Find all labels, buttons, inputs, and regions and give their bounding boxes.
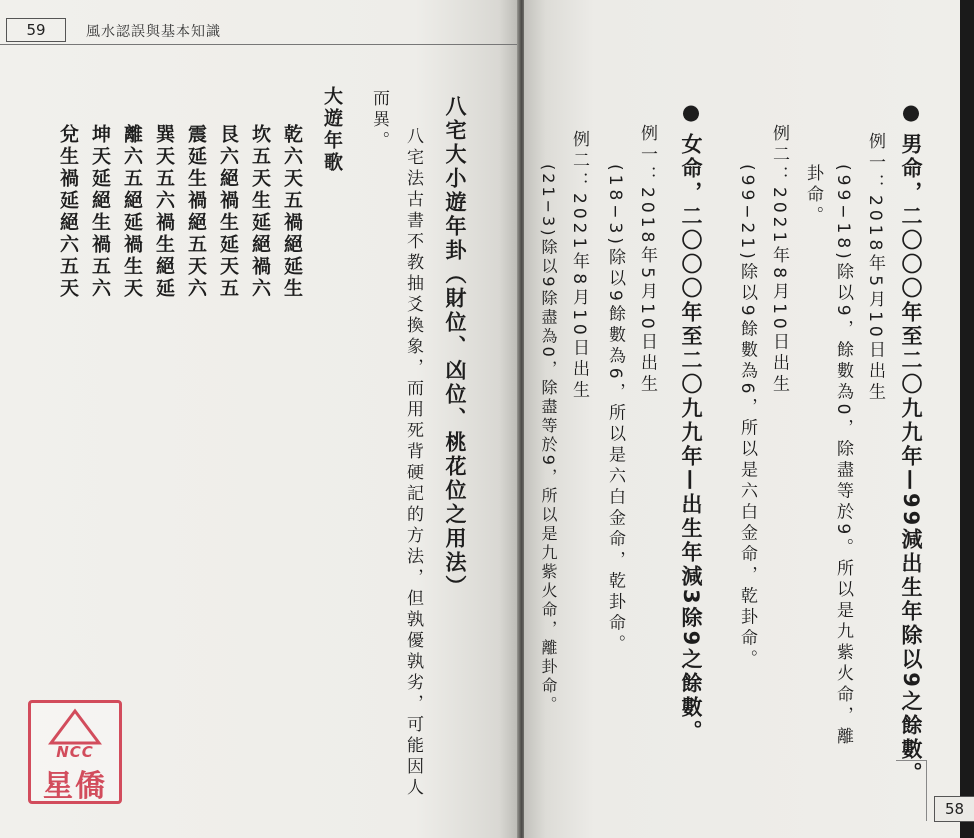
- song-line: 離六五絕延禍生天: [121, 124, 143, 300]
- paragraph-line-1: 八宅法古書不教抽爻換象，而用死背硬記的方法，但孰優孰劣，可能因人: [403, 127, 423, 799]
- song-line: 巽天五六禍生絕延: [153, 124, 175, 300]
- female-example-1-line-2: (18−3)除以9餘數為6，所以是六白金命，乾卦命。: [605, 164, 625, 656]
- song-line: 坤天延絕生禍五六: [89, 124, 111, 300]
- female-example-1-line-1: 例一：2018年5月10日出生: [637, 124, 657, 396]
- header-title: 風水認誤與基本知識: [86, 24, 221, 40]
- section-title: 八宅大小遊年卦（財位、凶位、桃花位之用法）: [443, 95, 467, 599]
- running-header: [0, 14, 520, 45]
- male-example-1-line-3: 卦命。: [803, 164, 823, 227]
- page-number-left: 59: [6, 18, 66, 42]
- paragraph-line-2: 而異。: [369, 89, 389, 152]
- triangle-icon: [49, 709, 101, 745]
- watermark-stamp: [28, 700, 122, 804]
- right-page: [524, 0, 965, 838]
- male-example-1-line-1: 例一：2018年5月10日出生: [865, 132, 885, 404]
- song-line: 坎五天生延絕禍六: [249, 124, 271, 300]
- male-example-2-line-2: (99−21)除以9餘數為6，所以是六白金命，乾卦命。: [737, 164, 757, 671]
- page-corner-decoration: [896, 760, 927, 821]
- male-heading: ●男命，二〇〇〇年至二〇九九年—99減出生年除以9之餘數。: [899, 100, 923, 786]
- song-line: 震延生禍絕五天六: [185, 124, 207, 300]
- male-example-1-line-2: (99−18)除以9，餘數為0，除盡等於9。所以是九紫火命，離: [833, 164, 853, 749]
- page-number-right: 58: [934, 796, 974, 822]
- song-line: 乾六天五禍絕延生: [281, 124, 303, 300]
- male-example-2-line-1: 例二：2021年8月10日出生: [769, 124, 789, 396]
- female-heading: ●女命，二〇〇〇年至二〇九九年—出生年減3除9之餘數。: [679, 100, 703, 745]
- song-title: 大遊年歌: [321, 86, 343, 174]
- song-line: 兌生禍延絕六五天: [57, 124, 79, 300]
- watermark-latin: NCC: [56, 743, 94, 761]
- female-example-2-line-1: 例二：2021年8月10日出生: [569, 130, 589, 402]
- watermark-chinese: 星僑: [43, 769, 107, 804]
- song-line: 艮六絕禍生延天五: [217, 124, 239, 300]
- female-example-2-line-2: (21−3)除以9除盡為0，除盡等於9，所以是九紫火命，離卦命。: [539, 164, 558, 715]
